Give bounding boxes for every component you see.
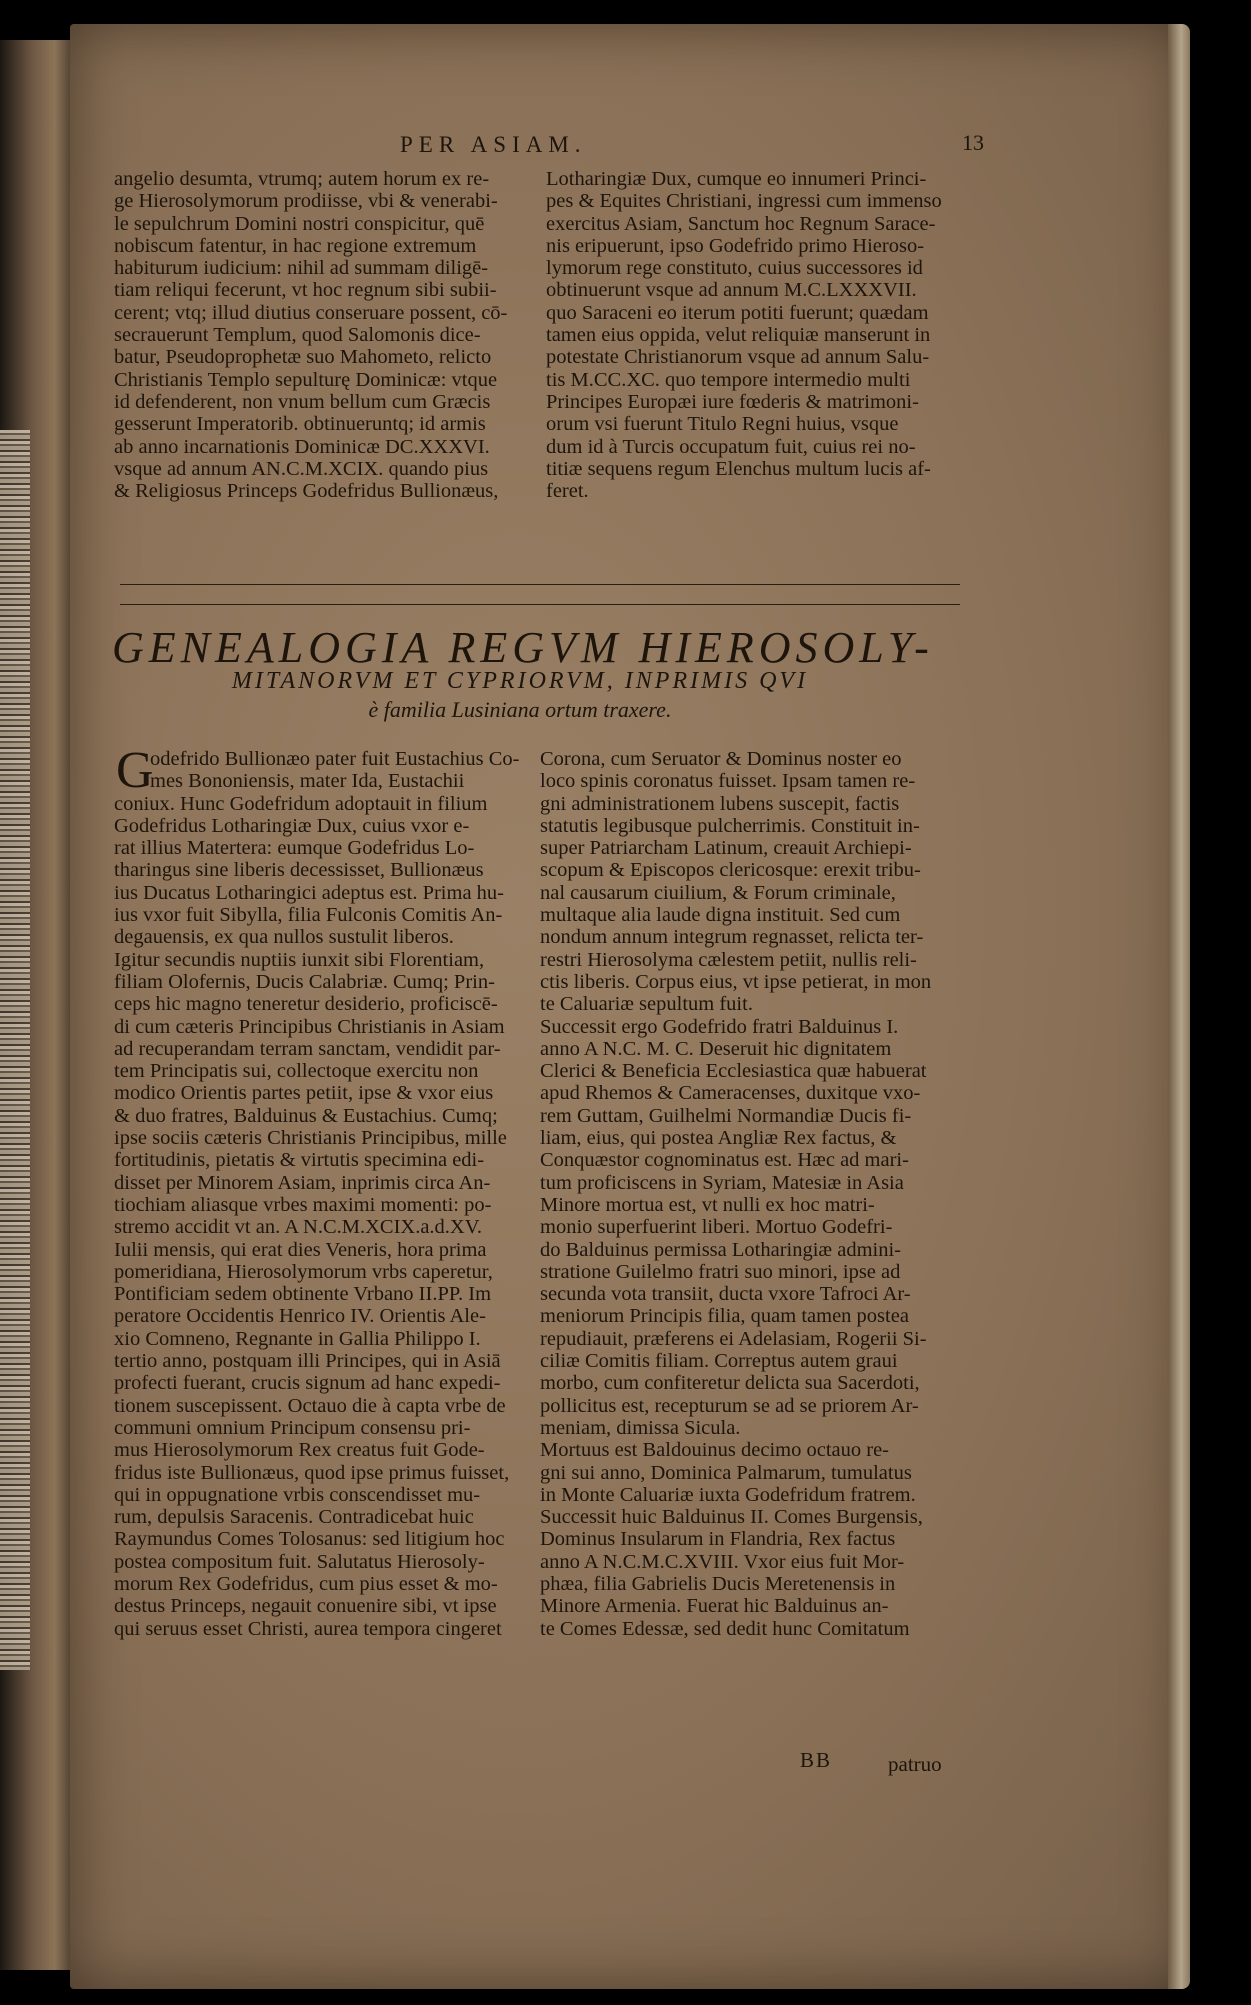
text-line: ctis liberis. Corpus eius, vt ipse petierat, in mon [540, 970, 932, 993]
text-line: restri Hierosolyma cælestem petiit, nullis reli- [540, 948, 917, 971]
text-line: tiam reliqui fecerunt, vt hoc regnum sibi subii- [114, 279, 497, 302]
text-line: tamen eius oppida, velut reliquiæ manserunt in [546, 324, 931, 347]
text-line: titiæ sequens regum Elenchus multum lucis af- [546, 457, 931, 480]
text-line: habiturum iudicium: nihil ad summam diligē- [114, 257, 489, 280]
text-line: pomeridiana, Hierosolymorum vrbs caperetur, [114, 1260, 493, 1283]
text-line: Godefridus Lotharingiæ Dux, cuius vxor e- [114, 814, 470, 837]
text-line: odefrido Bullionæo pater fuit Eustachius Co- [150, 748, 520, 770]
text-line: Successit ergo Godefrido fratri Balduinus I. [540, 1015, 899, 1038]
text-line: anno A N.C. M. C. Deseruit hic dignitatem [540, 1037, 892, 1060]
text-line: angelio desumta, vtrumq; autem horum ex re- [114, 168, 490, 190]
text-line: gni administrationem lubens suscepit, factis [540, 792, 900, 815]
text-line: Christianis Templo sepulturę Dominicæ: vtque [114, 368, 498, 391]
text-line: qui seruus esset Christi, aurea tempora cingeret [114, 1617, 502, 1640]
section-subtitle: MITANORVM ET CYPRIORVM, INPRIMIS QVI [231, 668, 809, 694]
text-line: stremo accidit vt an. A N.C.M.XCIX.a.d.XV. [114, 1216, 483, 1239]
text-line: secunda vota transiit, ducta vxore Tafroci Ar- [540, 1283, 911, 1306]
text-line: stratione Guilelmo fratri suo minori, ipse ad [540, 1260, 901, 1283]
text-line: ius Ducatus Lotharingici adeptus est. Prima hu- [114, 881, 504, 904]
text-line: vsque ad annum AN.C.M.XCIX. quando pius [114, 457, 489, 480]
top-left-column [114, 168, 524, 502]
text-line: ius vxor fuit Sibylla, filia Fulconis Comitis An- [114, 904, 503, 927]
text-line: peratore Occidentis Henrico IV. Orientis Ale- [114, 1305, 486, 1328]
text-line: rem Guttam, Guilhelmi Normandiæ Ducis fi- [540, 1104, 912, 1127]
text-line: pes & Equites Christiani, ingressi cum immenso [546, 190, 942, 213]
text-line: phæa, filia Gabrielis Ducis Meretenensis in [540, 1572, 896, 1595]
text-line: & duo fratres, Balduinus & Eustachius. Cumq; [114, 1104, 498, 1127]
section-title: GENEALOGIA REGVM HIEROSOLY- [112, 623, 934, 672]
text-line: orum vsi fuerunt Titulo Regni huius, vsque [546, 413, 899, 436]
text-line: nondum annum integrum regnasset, relicta ter- [540, 926, 924, 949]
text-line: te Comes Edessæ, sed dedit hunc Comitatum [540, 1617, 910, 1640]
text-line: cerent; vtq; illud diutius conseruare possent, cō- [114, 301, 508, 324]
section-rule-top [120, 584, 960, 585]
text-line: nobiscum fatentur, in hac regione extremum [114, 234, 477, 257]
text-line: degauensis, ex qua nullos sustulit liberos. [114, 926, 454, 949]
text-line: Clerici & Beneficia Ecclesiastica quæ habuerat [540, 1060, 927, 1083]
text-line: Igitur secundis nuptiis iunxit sibi Florentiam, [114, 948, 485, 971]
text-line: loco spinis coronatus fuisset. Ipsam tamen re- [540, 770, 916, 793]
text-line: ge Hierosolymorum prodiisse, vbi & venerabi- [114, 190, 498, 213]
text-line: Raymundus Comes Tolosanus: sed litigium hoc [114, 1528, 505, 1551]
text-line: filiam Olofernis, Ducis Calabriæ. Cumq; Prin- [114, 970, 495, 993]
text-line: quo Saraceni eo iterum potiti fuerunt; quædam [546, 301, 929, 324]
text-line: disset per Minorem Asiam, inprimis circa An- [114, 1171, 491, 1194]
text-line: destus Princeps, negauit conuenire sibi, vt ipse [114, 1595, 497, 1618]
text-line: Iulii mensis, qui erat dies Veneris, hora prima [114, 1238, 487, 1261]
text-line: obtinuerunt vsque ad annum M.C.LXXXVII. [546, 279, 917, 302]
text-line: gni sui anno, Dominica Palmarum, tumulatus [540, 1461, 912, 1484]
text-line: Successit huic Balduinus II. Comes Burgensis, [540, 1506, 923, 1529]
text-line: di cum cæteris Principibus Christianis in Asiam [114, 1015, 505, 1038]
page-fore-edge [1168, 24, 1190, 1989]
text-line: mes Bononiensis, mater Ida, Eustachii [150, 770, 465, 793]
facing-page-engraving [0, 430, 30, 1670]
text-line: secrauerunt Templum, quod Salomonis dice- [114, 324, 481, 347]
text-line: Pontificiam sedem obtinente Vrbano II.PP. Im [114, 1283, 492, 1306]
text-line: feret. [546, 480, 589, 503]
text-line: Corona, cum Seruator & Dominus noster eo [540, 748, 902, 770]
text-line: statutis legibusque pulcherrimis. Constituit in- [540, 814, 920, 837]
text-line: id defenderent, non vnum bellum cum Græcis [114, 390, 491, 413]
text-line: ciliæ Comitis filiam. Correptus autem graui [540, 1350, 898, 1373]
text-line: mus Hierosolymorum Rex creatus fuit Gode- [114, 1439, 485, 1462]
text-line: gesserunt Imperatorib. obtinueruntq; id armis [114, 413, 486, 436]
text-line: xio Comneno, Regnante in Gallia Philippo I. [114, 1327, 481, 1350]
text-line: batur, Pseudoprophetæ suo Mahometo, relicto [114, 346, 492, 369]
text-line: te Caluariæ sepultum fuit. [540, 993, 753, 1016]
text-line: anno A N.C.M.C.XVIII. Vxor eius fuit Mor- [540, 1550, 905, 1573]
drop-capital: G [116, 742, 154, 799]
top-right-column [546, 168, 966, 502]
text-line: pollicitus est, recepturum se ad se priorem Ar- [540, 1394, 919, 1417]
text-line: le sepulchrum Domini nostri conspicitur, quē [114, 212, 485, 235]
text-line: Dominus Insularum in Flandria, Rex factus [540, 1528, 896, 1551]
bottom-right-column [540, 748, 960, 1640]
section-subtitle-italic: è familia Lusiniana ortum traxere. [368, 697, 672, 722]
page-number: 13 [962, 130, 984, 155]
running-head: PER ASIAM. [400, 132, 587, 157]
text-line: monio superfuerint liberi. Mortuo Godefri- [540, 1216, 893, 1239]
text-line: meniorum Principis filia, quam tamen postea [540, 1305, 909, 1328]
bottom-left-column [114, 748, 524, 1640]
text-line: scopum & Episcopos clericosque: erexit tribu- [540, 859, 921, 882]
text-line: ad recuperandam terram sanctam, vendidit par- [114, 1037, 501, 1060]
text-line: Principes Europæi iure fœderis & matrimoni- [546, 390, 919, 413]
text-line: morum Rex Godefridus, cum pius esset & mo- [114, 1572, 498, 1595]
section-rule-bottom [120, 604, 960, 605]
text-line: ipse sociis cæteris Christianis Principibus, mille [114, 1127, 507, 1150]
text-line: rat illius Matertera: eumque Godefridus Lo- [114, 837, 475, 860]
text-line: tem Principatis sui, collectoque exercitu non [114, 1060, 479, 1083]
text-line: tum proficiscens in Syriam, Matesiæ in Asia [540, 1171, 904, 1194]
text-line: dum id à Turcis occupatum fuit, cuius rei no- [546, 435, 916, 458]
text-line: & Religiosus Princeps Godefridus Bullionæus, [114, 480, 499, 503]
text-line: postea compositum fuit. Salutatus Hierosoly- [114, 1550, 485, 1573]
text-line: repudiauit, præferens ei Adelasiam, Rogerii Si- [540, 1327, 927, 1350]
text-line: liam, eius, qui postea Angliæ Rex factus, & [540, 1127, 897, 1150]
text-line: tionem suscepissent. Octauo die à capta vrbe de [114, 1394, 506, 1417]
text-line: Mortuus est Baldouinus decimo octauo re- [540, 1439, 890, 1462]
text-line: do Balduinus permissa Lotharingiæ admini- [540, 1238, 901, 1261]
text-line: fortitudinis, pietatis & virtutis specimina edi- [114, 1149, 485, 1172]
text-line: Lotharingiæ Dux, cumque eo innumeri Princi- [546, 168, 927, 190]
text-line: qui in oppugnatione vrbis conscendisset mu- [114, 1483, 481, 1506]
text-line: multaque alia laude digna instituit. Sed cum [540, 904, 901, 927]
text-line: profecti fuerant, crucis signum ad hanc expedi- [114, 1372, 501, 1395]
text-line: Minore Armenia. Fuerat hic Balduinus an- [540, 1595, 889, 1618]
text-line: fridus iste Bullionæus, quod ipse primus fuisset, [114, 1461, 510, 1484]
text-line: rum, depulsis Saracenis. Contradicebat huic [114, 1506, 474, 1529]
text-line: ceps hic magno teneretur desiderio, proficiscē- [114, 993, 498, 1016]
text-line: modico Orientis partes petiit, ipse & vxor eius [114, 1082, 494, 1105]
text-line: morbo, cum confiteretur delicta sua Sacerdoti, [540, 1372, 920, 1395]
signature-mark: BB [800, 1748, 833, 1772]
text-line: tertio anno, postquam illi Principes, qui in Asiā [114, 1350, 501, 1373]
text-line: coniux. Hunc Godefridum adoptauit in filium [114, 792, 488, 815]
text-line: ab anno incarnationis Dominicæ DC.XXXVI. [114, 435, 490, 458]
text-line: nis eripuerunt, ipso Godefrido primo Hieroso- [546, 234, 925, 257]
catchword: patruo [888, 1752, 942, 1776]
text-line: tiochiam aliasque vrbes maximi momenti: po- [114, 1193, 492, 1216]
text-line: tis M.CC.XC. quo tempore intermedio multi [546, 368, 911, 391]
text-line: nal causarum ciuilium, & Forum criminale, [540, 881, 896, 904]
text-line: Minore mortua est, vt nulli ex hoc matri- [540, 1193, 875, 1216]
text-line: meniam, dimissa Sicula. [540, 1416, 741, 1439]
text-line: exercitus Asiam, Sanctum hoc Regnum Sarace- [546, 212, 936, 235]
text-line: super Patriarcham Latinum, creauit Archiepi- [540, 837, 912, 860]
text-line: communi omnium Principum consensu pri- [114, 1416, 471, 1439]
text-line: tharingus sine liberis decessisset, Bullionæus [114, 859, 484, 882]
text-line: in Monte Caluariæ iuxta Godefridum fratrem. [540, 1483, 916, 1506]
text-line: apud Rhemos & Cameracenses, duxitque vxo- [540, 1082, 921, 1105]
text-line: lymorum rege constituto, cuius successores id [546, 257, 923, 280]
text-line: potestate Christianorum vsque ad annum Salu- [546, 346, 930, 369]
text-line: Conquæstor cognominatus est. Hæc ad mari- [540, 1149, 909, 1172]
